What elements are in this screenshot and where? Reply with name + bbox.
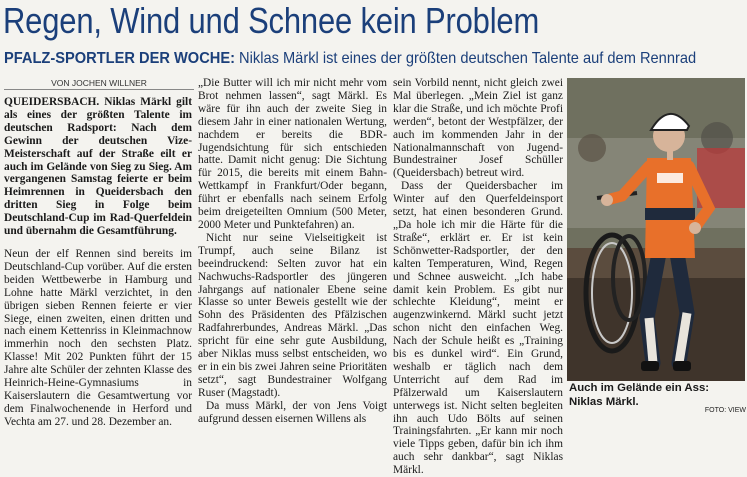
- body-paragraph: Da muss Märkl, der von Jens Voigt aufgrund dessen eisernen Willens als: [198, 399, 387, 425]
- headline: Regen, Wind und Schnee kein Problem: [3, 0, 540, 41]
- photo-caption: Auch im Gelände ein Ass: Niklas Märkl.: [569, 382, 710, 408]
- article-column-1: [4, 96, 192, 429]
- body-paragraph: Nicht nur seine Vielseitigkeit ist Trumpf, auch seine Bilanz ist beeindruckend: Selten zuvor hat ein Nachwuchs-Radsportler des jüngeren Jahrgangs auf nationaler Ebene seine Klasse so unter Beweis gestellt wie der Sohn des Präsidenten des Pfälzischen Radfahrerbundes, Andreas Märkl. „Das spricht für eine sehr gute Ausbildung, aber Niklas muss selbst entscheiden, wo er in ein bis zwei Jahren seine Prioritäten setzt“, sagt Bundestrainer Wolfgang Ruser (Magstadt).: [198, 231, 387, 399]
- body-paragraph: sein Vorbild nennt, nicht gleich zwei Mal überlegen. „Mein Ziel ist ganz klar die Straße, und ich möchte Profi werden“, betont der Westpfälzer, der auch im kommenden Jahr in der Nationalmannschaft von Jugend-Bundestrainer Josef Schüller (Queidersbach) betreut wird.: [393, 77, 563, 180]
- article-column-3: [393, 77, 563, 477]
- cyclist-photo: [567, 78, 745, 381]
- body-paragraph: „Die Butter will ich mir nicht mehr vom Brot nehmen lassen“, sagt Märkl. Es wäre für ihn auch der zweite Sieg in diesem Jahr in einer nationalen Wertung, nachdem er bereits die BDR-Jugendsichtung für sich entschieden hatte. Damit nicht genug: Die Sichtung für 2015, die bereits mit einem Bahn-Wettkampf in Frankfurt/Oder begann, führt er ebenfalls nach seinem Erfolg beim dreigeteilten Omnium (500 Meter, 2000 Meter und Punktefahren) an.: [198, 77, 387, 231]
- photo-credit: FOTO: VIEW: [704, 407, 746, 414]
- body-paragraph: Dass der Queidersbacher im Winter auf den Querfeldeinsport setzt, hat einen besonderen Grund. „Da hole ich mir die Härte für die Straße“, erklärt er. Er ist kein Schönwetter-Radsportler, der den kalten Temperaturen, Wind, Regen und Schnee ausweicht. „Ich habe damit kein Problem. Es gibt nur schlechte Kleidung“, meint er augenzwinkernd. Märkl sucht jetzt schon nicht den einfachen Weg. Nach der Schule heißt es „Training bis es dunkel wird“. Ein Grund, weshalb er täglich nach dem Unterricht auf dem Rad im Pfälzerwald um Kaiserslautern unterwegs ist. Nicht selten begleiten ihn auch Udo Bölts auf seinen Trainingsfahrten. „Er kann mir noch viele Tipps geben, dafür bin ich ihm auch sehr dankbar“, sagt Niklas Märkl.: [393, 180, 563, 477]
- body-paragraph: Neun der elf Rennen sind bereits im Deutschland-Cup vorüber. Auf die ersten beiden Wettbewerbe in Hamburg und Lohne hatte Märkl verzichtet, in den übrigen sieben Rennen feierte er vier Siege, einen zweiten, einen dritten und nach einem Kettenriss in Kleinmachnow immerhin noch den sechsten Platz. Klasse! Mit 202 Punkten führt der 15 Jahre alte Schüler der zehnten Klasse des Heinrich-Heine-Gymnasiums in Kaiserslautern die Gesamtwertung vor dem Finalwochenende in Herford und Vechta am 27. und 28. Dezember an.: [4, 247, 192, 428]
- subheadline: [4, 48, 697, 70]
- article-column-2: [198, 77, 387, 425]
- cyclist-illustration: [567, 78, 745, 381]
- kicker-label: PFALZ-SPORTLER DER WOCHE:: [4, 50, 235, 67]
- lead-paragraph: QUEIDERSBACH. Niklas Märkl gilt als eines der größten Talente im deutschen Radsport: Nach dem Gewinn der deutschen Vize-Meisterschaft auf der Straße eilt er auch im Gelände von Sieg zu Sieg. Am vergangenen Samstag feierte er beim Heimrennen in Queidersbach den dritten Sieg in Folge beim Deutschland-Cup im Rad-Querfeldein und übernahm die Gesamtführung.: [4, 96, 192, 238]
- subheadline-text: Niklas Märkl ist eines der größten deutschen Talente auf dem Rennrad: [239, 50, 697, 67]
- byline: VON JOCHEN WILLNER: [4, 76, 194, 90]
